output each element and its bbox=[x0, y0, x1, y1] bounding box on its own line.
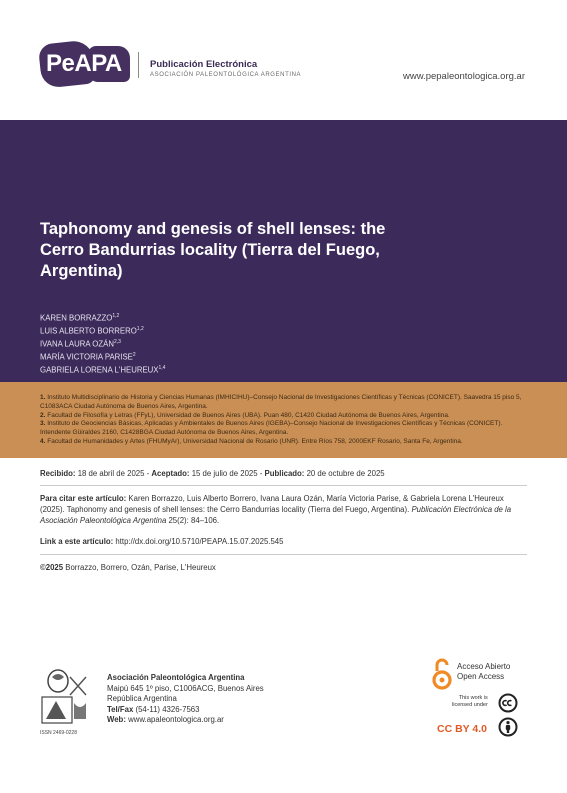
site-url-link[interactable]: www.pepaleontologica.org.ar bbox=[403, 71, 525, 82]
doi-link[interactable]: http://dx.doi.org/10.5710/PEAPA.15.07.2025.545 bbox=[115, 537, 284, 546]
issn-label: ISSN 2469-0228 bbox=[40, 730, 77, 736]
license-badge[interactable]: CC BY 4.0 bbox=[437, 723, 487, 735]
address-line: República Argentina bbox=[107, 694, 177, 703]
license-note: This work is licensed under bbox=[452, 695, 488, 708]
article-title: Taphonomy and genesis of shell lenses: the Cerro Bandurrias locality (Tierra del Fuego, Argentina) bbox=[40, 220, 386, 280]
organization-contact bbox=[107, 673, 264, 726]
peapa-logo[interactable] bbox=[40, 42, 130, 86]
divider bbox=[40, 485, 527, 486]
header-divider bbox=[138, 52, 139, 78]
web-line: Web: www.apaleontologica.org.ar bbox=[107, 715, 224, 724]
affiliation-item: 4. Facultad de Humanidades y Artes (FHUMyAr), Universidad Nacional de Rosario (UNR). Entre Ríos 758, 2000EKF Rosario, Santa Fe, Argentina. bbox=[40, 437, 463, 445]
affiliation-item: 3. Instituto de Geociencias Básicas, Aplicadas y Ambientales de Buenos Aires (IGEBA)–Consejo Nacional de Investigaciones Científicas y Técnicas (CONICET). Intendente Güiraldes 2160, C1428BGA Ciudad Autónoma de Buenos Aires, Argentina. bbox=[40, 420, 503, 437]
copyright-line: ©2025 Borrazzo, Borrero, Ozán, Parise, L'Heureux bbox=[40, 563, 216, 572]
publication-title: Publicación Electrónica bbox=[150, 59, 258, 70]
address-line: Maipú 645 1º piso, C1006ACG, Buenos Aires bbox=[107, 683, 264, 693]
open-access-label: Acceso Abierto Open Access bbox=[457, 662, 511, 681]
affiliation-item: 2. Facultad de Filosofía y Letras (FFyL), Universidad de Buenos Aires (UBA). Puan 480, C1420 Ciudad Autónoma de Buenos Aires, Argentina. bbox=[40, 411, 450, 419]
affiliation-item: 1. Instituto Multidisciplinario de Historia y Ciencias Humanas (IMHICIHU)–Consejo Nacional de Investigaciones Científicas y Técnicas (CONICET). Saavedra 15 piso 5, C1083ACA Ciudad Autónoma de Buenos Aires, Argentina. bbox=[40, 394, 522, 410]
publication-dates: Recibido: 18 de abril de 2025 - Aceptado: 15 de julio de 2025 - Publicado: 20 de octubre de 2025 bbox=[40, 469, 385, 478]
article-link: Link a este artículo: http://dx.doi.org/10.5710/PEAPA.15.07.2025.545 bbox=[40, 537, 284, 546]
author-item: KAREN BORRAZZO$^{1,2}$ bbox=[40, 313, 120, 323]
logo-text: PeAPA bbox=[46, 50, 122, 77]
web-link[interactable]: www.apaleontologica.org.ar bbox=[128, 715, 224, 724]
attribution-person-icon bbox=[498, 717, 518, 737]
author-item: MARÍA VICTORIA PARISE$^2$ bbox=[40, 352, 136, 362]
affiliation-list bbox=[40, 394, 530, 447]
citation-block: Para citar este artículo: Karen Borrazzo, Luis Alberto Borrero, Ivana Laura Ozán, María Victoria Parise, & Gabriela Lorena L'Heureux (2025). Taphonomy and genesis of shell lenses: the Cerro Bandurrias locality (Tierra del Fuego, Argentina). Publicación Electrónica de la Asociación Paleontológica Argentina 25(2): 84–106. bbox=[40, 494, 512, 525]
author-list bbox=[40, 311, 165, 376]
creative-commons-icon bbox=[498, 693, 518, 713]
apa-seal-icon bbox=[40, 667, 90, 725]
phone-line: Tel/Fax (54-11) 4326-7563 bbox=[107, 704, 200, 714]
divider bbox=[40, 554, 527, 555]
author-item: LUIS ALBERTO BORRERO$^{1,2}$ bbox=[40, 326, 144, 336]
author-item: GABRIELA LORENA L'HEUREUX$^{1,4}$ bbox=[40, 365, 166, 375]
author-item: IVANA LAURA OZÁN$^{2,3}$ bbox=[40, 339, 121, 349]
open-access-lock-icon bbox=[432, 657, 452, 691]
header bbox=[0, 0, 567, 120]
publication-subtitle: ASOCIACIÓN PALEONTOLÓGICA ARGENTINA bbox=[150, 72, 302, 78]
organization-name: Asociación Paleontológica Argentina bbox=[107, 673, 245, 682]
